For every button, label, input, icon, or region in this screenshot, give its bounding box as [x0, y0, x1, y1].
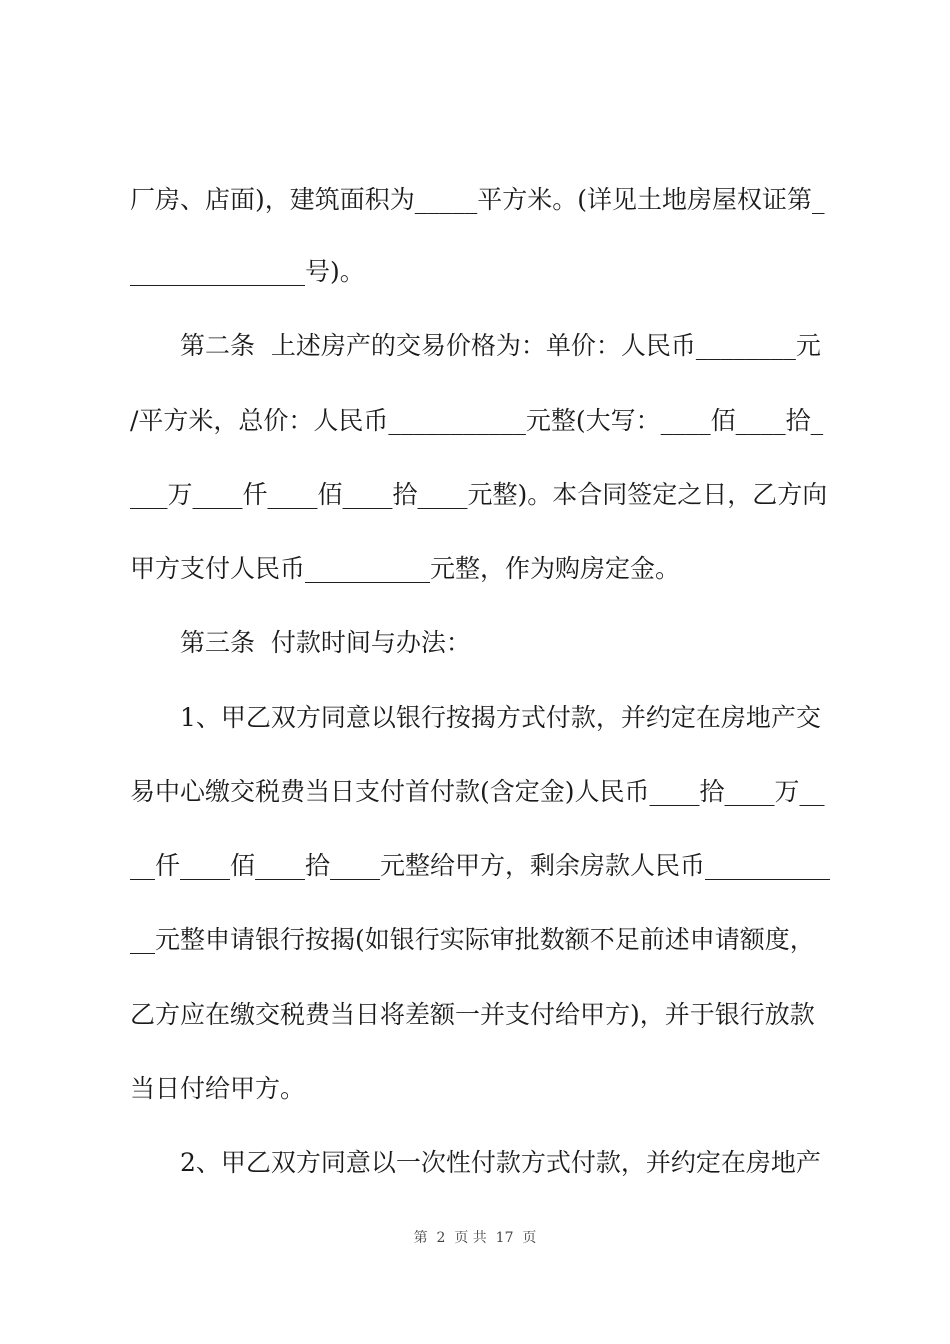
clause-2-line: 2、甲乙双方同意以一次性付款方式付款，并约定在房地产	[180, 1148, 821, 1177]
page-number-footer: 第 2 页 共 17 页	[413, 1230, 537, 1246]
text-line: __元整申请银行按揭(如银行实际审批数额不足前述申请额度，	[130, 925, 815, 954]
clause-1-line: 1、甲乙双方同意以银行按揭方式付款，并约定在房地产交	[180, 703, 821, 732]
text-line: /平方米，总价：人民币___________元整(大写：____佰____拾_	[130, 406, 824, 435]
text-line: 厂房、店面)，建筑面积为_____平方米。(详见土地房屋权证第_	[130, 185, 825, 214]
text-line: 当日付给甲方。	[130, 1074, 306, 1103]
article-3-heading-line: 第三条 付款时间与办法：	[180, 628, 471, 657]
article-2-heading-line: 第二条 上述房产的交易价格为：单价：人民币________元	[180, 331, 821, 360]
text-line: 甲方支付人民币__________元整，作为购房定金。	[130, 554, 681, 583]
text-line: 乙方应在缴交税费当日将差额一并支付给甲方)，并于银行放款	[130, 1000, 815, 1029]
text-line: 易中心缴交税费当日支付首付款(含定金)人民币____拾____万__	[130, 777, 825, 806]
text-line: ______________号)。	[130, 257, 365, 286]
text-line: __仟____佰____拾____元整给甲方，剩余房款人民币__________	[130, 851, 831, 880]
text-line: ___万____仟____佰____拾____元整)。本合同签定之日，乙方向	[130, 480, 828, 509]
